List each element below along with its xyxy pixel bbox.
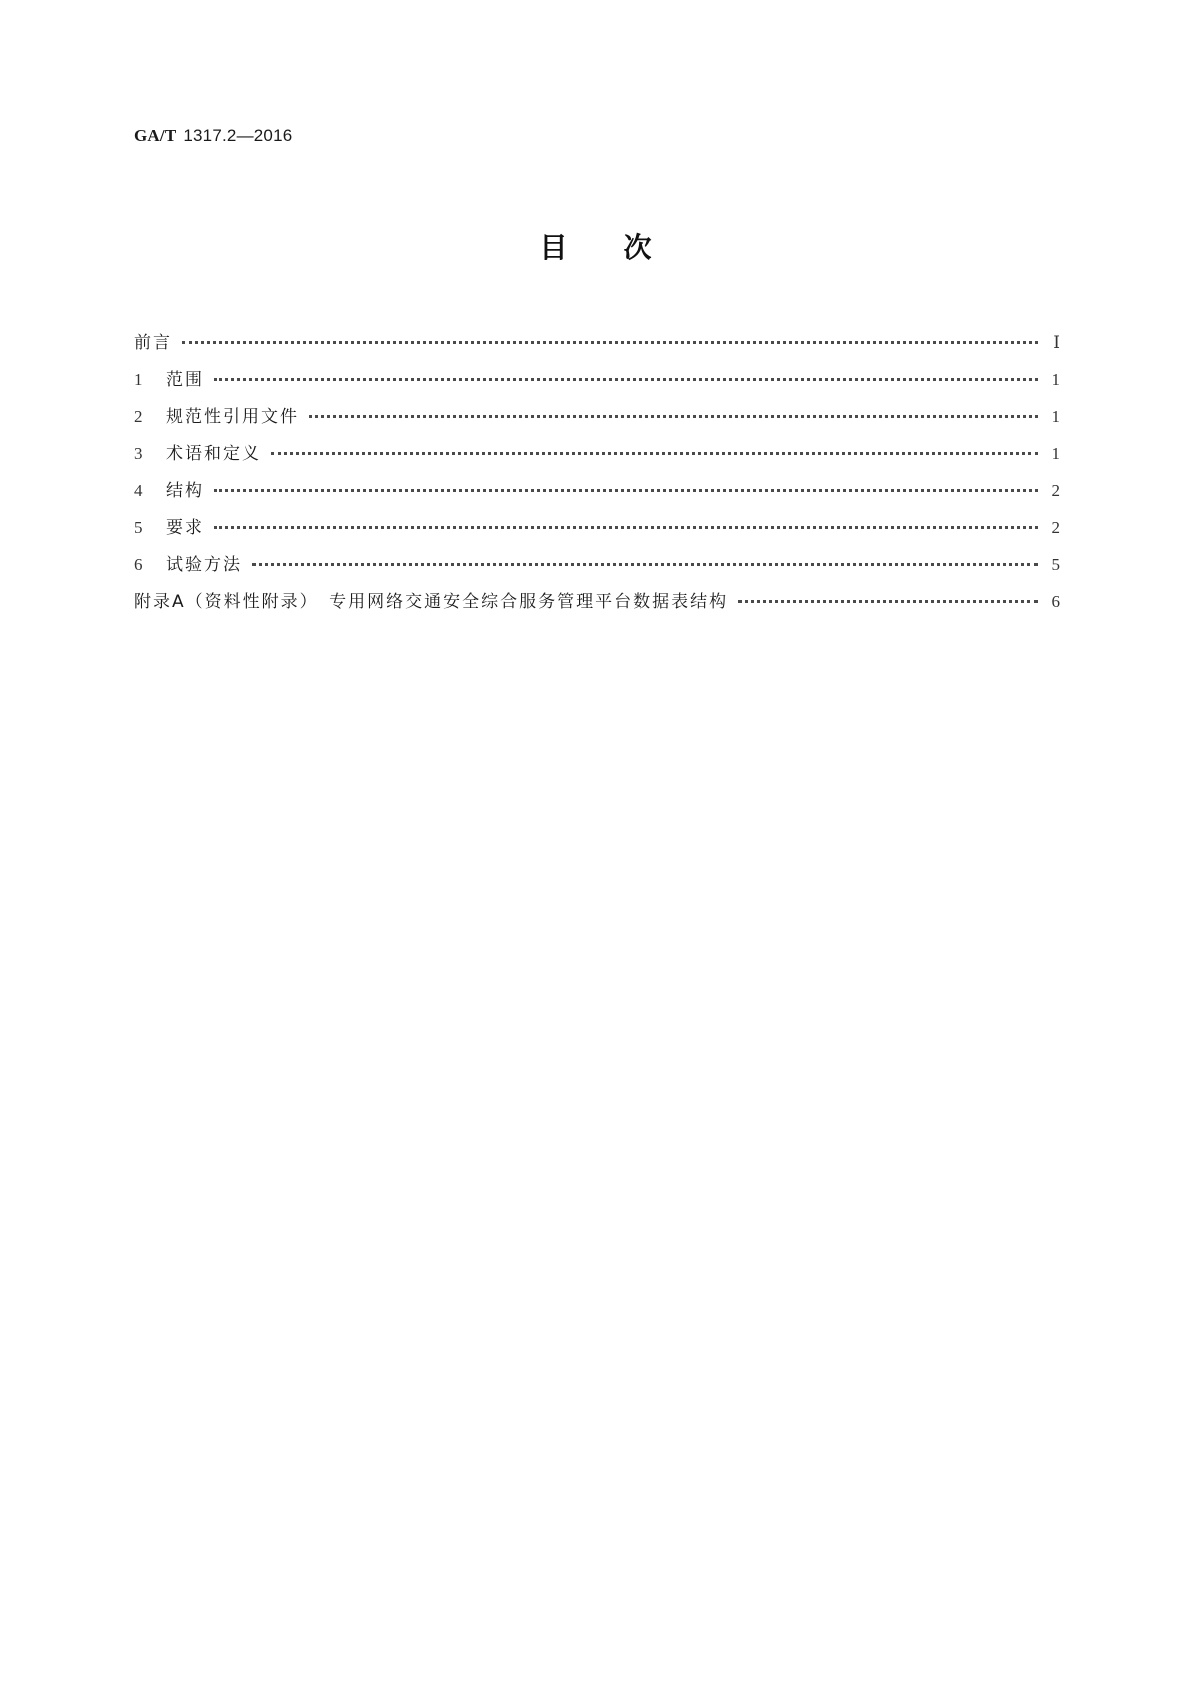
toc-leader-dots: [182, 340, 1038, 344]
toc-leader-dots: [271, 451, 1038, 455]
toc-entry-scope[interactable]: [134, 365, 1060, 402]
toc-leader-dots: [252, 562, 1038, 566]
toc-leader-dots: [214, 377, 1038, 381]
toc-entry-label: 规范性引用文件: [166, 407, 299, 427]
toc-entry-page: 1: [1051, 444, 1060, 463]
toc-entry-label: 前言: [134, 333, 172, 353]
document-code: [134, 126, 292, 146]
toc-entry-structure[interactable]: [134, 476, 1060, 513]
toc-leader-dots: [738, 599, 1038, 603]
toc-entry-test-methods[interactable]: [134, 550, 1060, 587]
toc-entry-preface[interactable]: [134, 328, 1060, 365]
toc-entry-label: 试验方法: [166, 555, 242, 575]
toc-entry-label: 附录A（资料性附录） 专用网络交通安全综合服务管理平台数据表结构: [134, 592, 729, 612]
toc-entry-label: 要求: [166, 518, 204, 538]
toc-entry-page: 6: [1051, 592, 1060, 611]
toc-entry-number: 4: [134, 481, 143, 500]
toc-leader-dots: [309, 414, 1038, 418]
toc-entry-page: 2: [1051, 481, 1060, 500]
toc-entry-label: 结构: [166, 481, 204, 501]
toc-leader-dots: [214, 488, 1038, 492]
toc-leader-dots: [214, 525, 1038, 529]
toc-entry-number: 2: [134, 407, 143, 426]
toc-entry-label: 术语和定义: [166, 444, 261, 464]
toc-entry-page: 1: [1051, 407, 1060, 426]
toc-entry-page: 5: [1051, 555, 1060, 574]
toc-entry-requirements[interactable]: [134, 513, 1060, 550]
toc-entry-number: 3: [134, 444, 143, 463]
standard-number: 1317.2—2016: [183, 126, 293, 145]
toc-title: 目次: [539, 231, 708, 264]
toc-entry-normative-references[interactable]: [134, 402, 1060, 439]
toc-entry-label: 范围: [166, 370, 204, 390]
toc-entry-number: 5: [134, 518, 143, 537]
toc-entry-page: Ⅰ: [1053, 333, 1060, 352]
standard-prefix: GA/T: [134, 126, 177, 145]
toc-entry-number: 1: [134, 370, 143, 389]
toc-entry-appendix-a[interactable]: [134, 587, 1060, 624]
toc-entry-page: 1: [1051, 370, 1060, 389]
toc-entry-terms-definitions[interactable]: [134, 439, 1060, 476]
toc-entry-page: 2: [1051, 518, 1060, 537]
toc-list: [134, 328, 1060, 624]
toc-entry-number: 6: [134, 555, 143, 574]
